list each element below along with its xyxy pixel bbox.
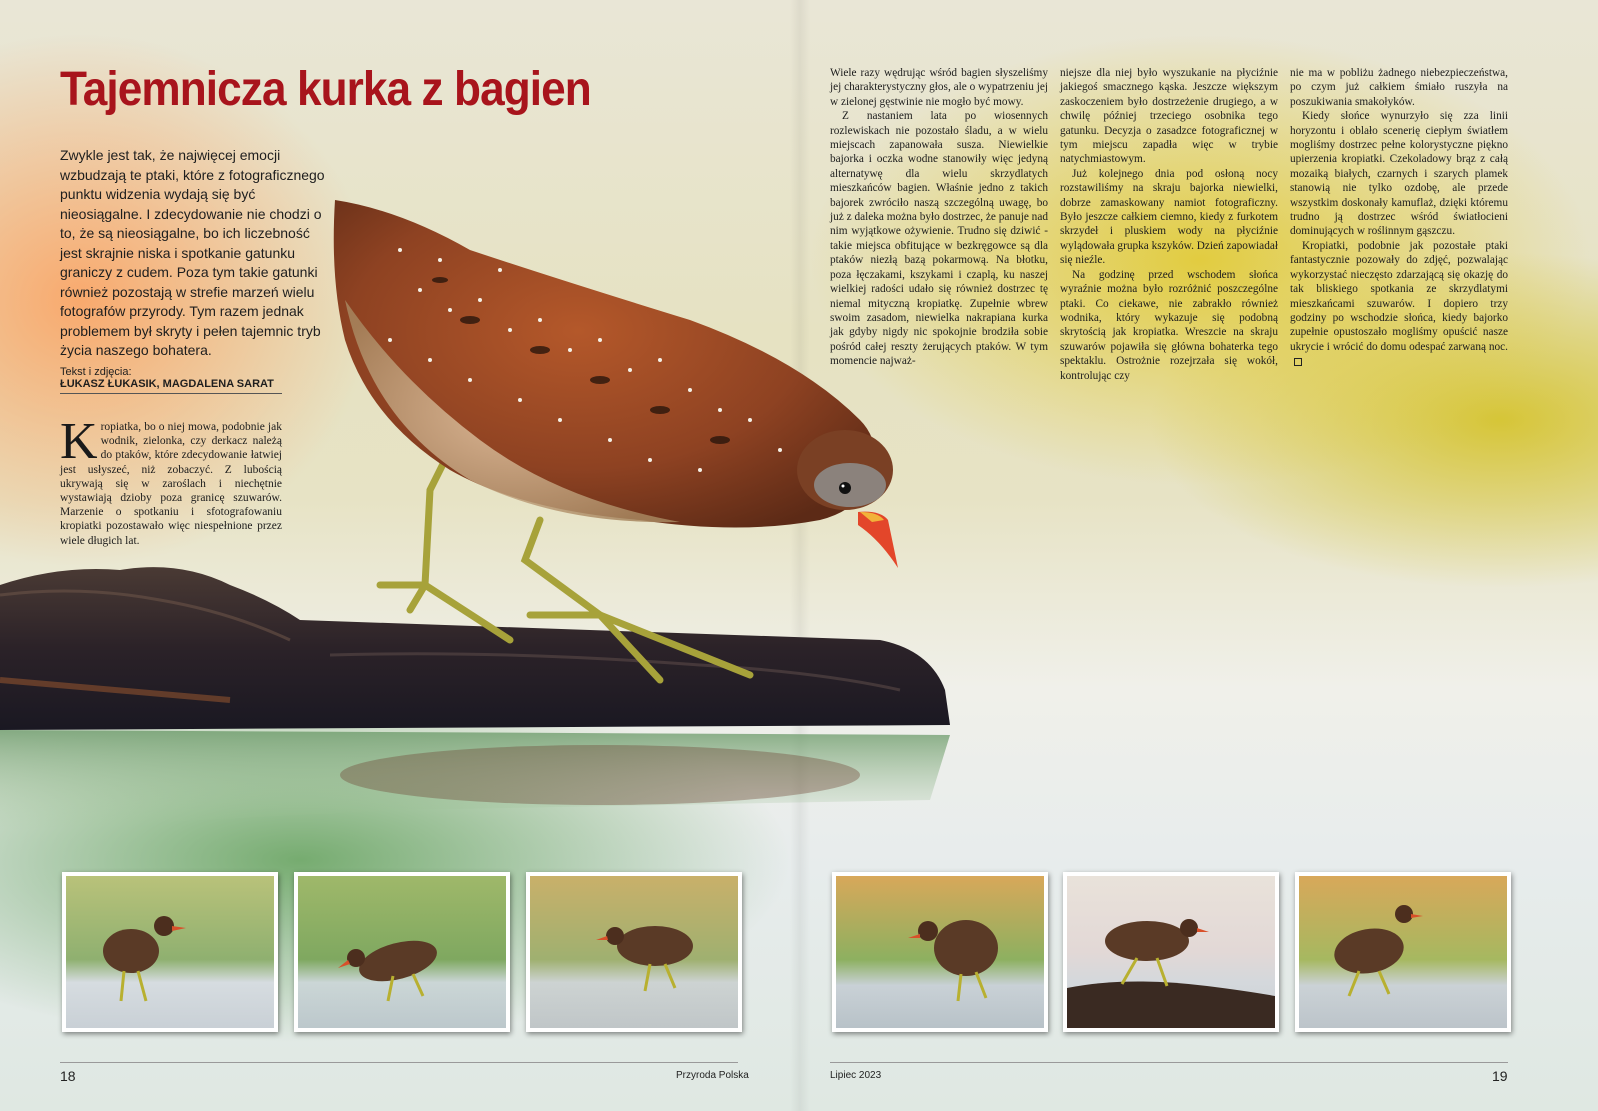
thumbnail-photo-4 bbox=[832, 872, 1048, 1032]
thumbnail-photo-2 bbox=[294, 872, 510, 1032]
col3-para-3-text: Kropiatki, podobnie jak pozostałe ptaki fantastycznie pozowały do zdjęć, pozwalając wykorzystać nieczęsto zdarzającą się okazję do tak bliskiego spotkania ze skrzydlatymi mieszkańcami szuwarów. I dopiero trzy godziny po wschodzie słońca, kiedy bajorko zupełnie opustoszało mogliśmy opuścić nasze ukrycie i wrócić do domu odespać zarwaną noc. bbox=[1290, 239, 1508, 353]
col2-para-3: Na godzinę przed wschodem słońca wyraźnie można było rozróżnić poszczególne ptaki. Co ciekawe, nie zabrakło również wodnika, który wykazuje się podobną skrytością jak kropiatka. Wreszcie na skraju szuwarów pojawiła się główna bohaterka tego spektaklu. Ostrożnie rozejrzała się wokół, kontrolując czy bbox=[1060, 268, 1278, 382]
col2-para-1: niejsze dla niej było wyszukanie na płyciźnie jakiegoś smacznego kąska. Jeszcze większym zaskoczeniem było dostrzeżenie drugiego, a w chwilę później trzeciego osobnika tego gatunku. Decyzja o zasadzce fotograficznej w tym miejscu zapadła więc w trybie natychmiastowym. bbox=[1060, 67, 1278, 166]
col1-para-1: Wiele razy wędrując wśród bagien słyszeliśmy jej charakterystyczny głos, ale o wypatrzeniu jej w zielonej gęstwinie nie mogło być mowy. bbox=[830, 67, 1049, 108]
footer-rule-left bbox=[60, 1062, 738, 1063]
col2-para-2: Już kolejnego dnia pod osłoną nocy rozstawiliśmy na skraju bajorka niewielki, dobrze zamaskowany namiot fotograficzny. Było jeszcze całkiem ciemno, kiedy z furkotem skrzydeł i pluskiem wody na płyciźnie wylądowała grupka kszyków. Dzień zapowiadał się nieźle. bbox=[1060, 167, 1278, 267]
thumbnail-photo-5 bbox=[1063, 872, 1279, 1032]
article-title: Tajemnicza kurka z bagien bbox=[60, 63, 591, 116]
issue-date: Lipiec 2023 bbox=[830, 1070, 882, 1081]
col3-para-1: nie ma w pobliżu żadnego niebezpieczeństwa, po czym już całkiem śmiało ruszyła na poszukiwania smakołyków. bbox=[1290, 67, 1508, 108]
thumbnail-photo-1 bbox=[62, 872, 278, 1032]
intro-paragraph bbox=[60, 413, 282, 548]
intro-text: ropiatka, bo o niej mowa, podobnie jak wodnik, zielonka, czy derkacz należą do ptaków, które zdecydowanie łatwiej jest usłyszeć, niż zobaczyć. Z lubością ukrywają się w zaroślach i niechętnie wystawiają dzioby poza granicę szuwarów. Marzenie o spotkaniu i sfotografowaniu kropiatki pozostawało więc niespełnione przez wiele długich lat. bbox=[60, 421, 282, 547]
credits-names: ŁUKASZ ŁUKASIK, MAGDALENA SARAT bbox=[60, 378, 282, 394]
col3-para-3 bbox=[1290, 239, 1508, 369]
thumbnail-photo-3 bbox=[526, 872, 742, 1032]
text-column-3 bbox=[1290, 66, 1508, 369]
footer-rule-right bbox=[830, 1062, 1508, 1063]
page-number-left: 18 bbox=[60, 1068, 76, 1084]
end-mark-icon bbox=[1294, 358, 1302, 366]
credits bbox=[60, 366, 282, 394]
article-lead: Zwykle jest tak, że najwięcej emocji wzbudzają te ptaki, które z fotograficznego punktu widzenia wydają się być nieosiągalne. I zdecydowanie nie chodzi o to, że są nieosiągalne, bo ich liczebność jest skrajnie niska i spotkanie gatunku graniczy z cudem. Poza tym takie gatunki również pozostają w strefie marzeń wielu fotografów przyrody. Tym razem jednak problemem był skryty i pełen tajemnic tryb życia naszego bohatera. bbox=[60, 147, 325, 358]
bird-eye bbox=[839, 482, 851, 494]
page-number-right: 19 bbox=[1492, 1068, 1508, 1084]
credits-label: Tekst i zdjęcia: bbox=[60, 366, 132, 378]
thumbnail-photo-6 bbox=[1295, 872, 1511, 1032]
bird-body bbox=[334, 200, 876, 528]
log bbox=[0, 567, 950, 730]
col1-para-2: Z nastaniem lata po wiosennych rozlewiskach nie pozostało śladu, a w wielu miejscach zapanowała susza. Niewielkie bajorka i oczka wodne stanowiły więc jedyną alternatywę dla wielu skrzydlatych mieszkańców bagien. Właśnie jedno z takich bajorek zwróciło naszą szczególną uwagę, bo już z daleka można było dostrzec, że panuje nad nim wyjątkowe ożywienie. Trudno się dziwić - takie miejsca obfitujące w bezkręgowce są dla ptaków niezłą bazą pokarmową. Na błotku, poza łęczakami, kszykami i czaplą, ku naszej wielkiej radości udało się również dostrzec tę niemal mityczną kropiatkę. Zupełnie wbrew swoim zasadom, niewielka nakrapiana kurka jak gdyby nigdy nic spokojnie brodziła sobie pośród całej reszty żerujących ptaków. W tym momencie najważ- bbox=[830, 110, 1048, 368]
magazine-name: Przyroda Polska bbox=[676, 1070, 749, 1081]
drop-cap: K bbox=[60, 413, 98, 470]
col3-para-2: Kiedy słońce wynurzyło się zza linii horyzontu i oblało scenerię ciepłym światłem mogliśmy dostrzec pełne kolorystyczne piękno upierzenia kropiatki. Czekoladowy brąz z całą mozaiką białych, czarnych i szarych plamek stanowią nie tylko ozdobę, ale przede wszystkim doskonały kamuflaż, dzięki któremu trudno ją dostrzec wśród światłocieni dominujących w roślinnym gąszczu. bbox=[1290, 110, 1508, 238]
text-column-1 bbox=[830, 66, 1048, 369]
text-column-2 bbox=[1060, 66, 1278, 383]
